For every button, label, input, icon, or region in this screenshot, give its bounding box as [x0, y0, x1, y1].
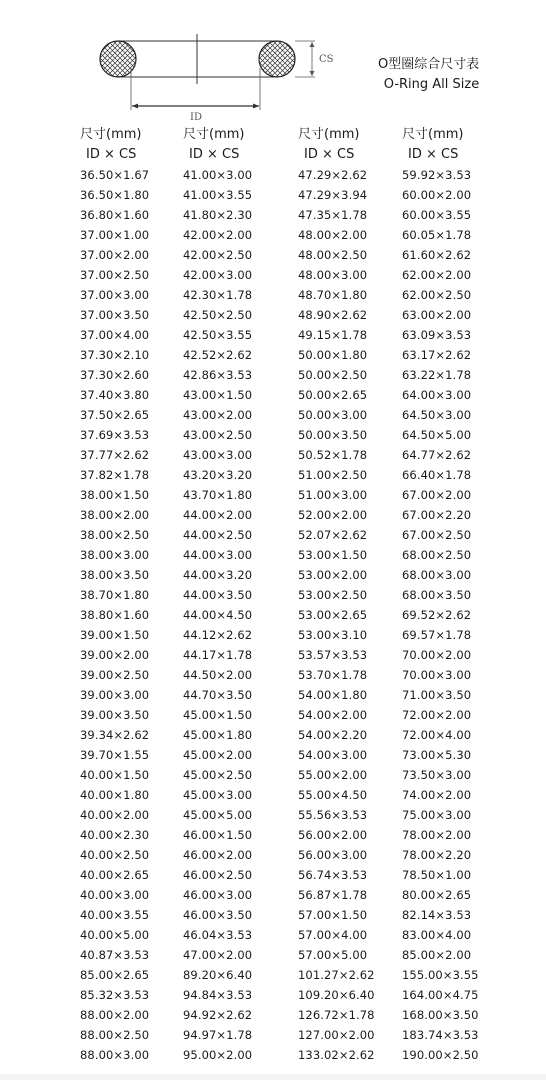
size-cell: 47.00×2.00	[183, 948, 253, 962]
size-cell: 60.00×3.55	[402, 208, 472, 222]
size-cell: 44.00×2.50	[183, 528, 253, 542]
size-cell: 44.00×3.00	[183, 548, 253, 562]
size-cell: 53.00×3.10	[298, 628, 368, 642]
size-cell: 39.00×3.00	[80, 688, 150, 702]
size-cell: 44.00×2.00	[183, 508, 253, 522]
column-header-unit: 尺寸(mm)	[183, 127, 245, 142]
size-cell: 63.17×2.62	[402, 348, 472, 362]
size-cell: 45.00×1.80	[183, 728, 253, 742]
size-cell: 85.00×2.00	[402, 948, 472, 962]
size-cell: 133.02×2.62	[298, 1048, 375, 1062]
size-cell: 42.86×3.53	[183, 368, 253, 382]
size-cell: 45.00×2.00	[183, 748, 253, 762]
size-cell: 38.00×2.00	[80, 508, 150, 522]
size-cell: 57.00×5.00	[298, 948, 368, 962]
size-cell: 50.00×2.50	[298, 368, 368, 382]
size-cell: 70.00×2.00	[402, 648, 472, 662]
size-cell: 40.00×2.65	[80, 868, 150, 882]
size-cell: 75.00×3.00	[402, 808, 472, 822]
size-cell: 68.00×2.50	[402, 548, 472, 562]
size-cell: 83.00×4.00	[402, 928, 472, 942]
size-cell: 47.29×2.62	[298, 168, 368, 182]
size-cell: 49.15×1.78	[298, 328, 368, 342]
size-cell: 78.00×2.20	[402, 848, 472, 862]
size-cell: 36.50×1.67	[80, 168, 150, 182]
size-cell: 48.70×1.80	[298, 288, 368, 302]
size-cell: 37.30×2.60	[80, 368, 150, 382]
size-cell: 64.77×2.62	[402, 448, 472, 462]
bottom-divider	[0, 1074, 546, 1080]
size-cell: 48.90×2.62	[298, 308, 368, 322]
size-cell: 37.00×1.00	[80, 228, 150, 242]
size-cell: 54.00×2.20	[298, 728, 368, 742]
size-cell: 80.00×2.65	[402, 888, 472, 902]
size-cell: 53.57×3.53	[298, 648, 368, 662]
size-cell: 73.50×3.00	[402, 768, 472, 782]
table-title	[378, 55, 479, 95]
size-cell: 54.00×3.00	[298, 748, 368, 762]
size-cell: 88.00×2.50	[80, 1028, 150, 1042]
size-cell: 40.00×2.50	[80, 848, 150, 862]
size-cell: 57.00×4.00	[298, 928, 368, 942]
size-cell: 94.84×3.53	[183, 988, 253, 1002]
size-cell: 43.20×3.20	[183, 468, 253, 482]
size-cell: 66.40×1.78	[402, 468, 472, 482]
size-cell: 53.00×2.00	[298, 568, 368, 582]
size-cell: 39.00×3.50	[80, 708, 150, 722]
size-cell: 50.00×2.65	[298, 388, 368, 402]
size-cell: 48.00×3.00	[298, 268, 368, 282]
size-cell: 37.69×3.53	[80, 428, 150, 442]
size-cell: 55.56×3.53	[298, 808, 368, 822]
size-cell: 40.00×1.80	[80, 788, 150, 802]
size-cell: 54.00×1.80	[298, 688, 368, 702]
size-cell: 69.52×2.62	[402, 608, 472, 622]
size-cell: 67.00×2.00	[402, 488, 472, 502]
size-cell: 37.00×2.50	[80, 268, 150, 282]
size-cell: 36.50×1.80	[80, 188, 150, 202]
size-cell: 46.00×2.50	[183, 868, 253, 882]
size-cell: 37.00×3.00	[80, 288, 150, 302]
column-header-dimension: ID × CS	[304, 147, 355, 162]
column-header-dimension: ID × CS	[408, 147, 459, 162]
size-cell: 126.72×1.78	[298, 1008, 375, 1022]
size-cell: 64.00×3.00	[402, 388, 472, 402]
size-cell: 62.00×2.50	[402, 288, 472, 302]
size-cell: 38.00×2.50	[80, 528, 150, 542]
size-cell: 68.00×3.50	[402, 588, 472, 602]
size-cell: 127.00×2.00	[298, 1028, 375, 1042]
size-cell: 37.00×3.50	[80, 308, 150, 322]
size-cell: 42.50×2.50	[183, 308, 253, 322]
size-cell: 62.00×2.00	[402, 268, 472, 282]
size-column-4	[402, 125, 479, 1065]
size-cell: 53.00×2.65	[298, 608, 368, 622]
o-ring-diagram	[90, 28, 350, 123]
size-column-2	[183, 125, 252, 1065]
size-cell: 67.00×2.20	[402, 508, 472, 522]
size-cell: 63.00×2.00	[402, 308, 472, 322]
size-cell: 88.00×2.00	[80, 1008, 150, 1022]
size-cell: 38.00×3.50	[80, 568, 150, 582]
size-cell: 183.74×3.53	[402, 1028, 479, 1042]
size-cell: 56.00×3.00	[298, 848, 368, 862]
size-cell: 42.30×1.78	[183, 288, 253, 302]
o-ring-cross-section-icon	[90, 28, 350, 123]
size-cell: 55.00×2.00	[298, 768, 368, 782]
size-cell: 57.00×1.50	[298, 908, 368, 922]
size-column-1	[80, 125, 149, 1065]
size-cell: 56.00×2.00	[298, 828, 368, 842]
size-cell: 51.00×2.50	[298, 468, 368, 482]
size-cell: 56.87×1.78	[298, 888, 368, 902]
size-cell: 37.82×1.78	[80, 468, 150, 482]
size-cell: 72.00×2.00	[402, 708, 472, 722]
size-cell: 39.34×2.62	[80, 728, 150, 742]
size-cell: 37.40×3.80	[80, 388, 150, 402]
size-cell: 43.00×2.50	[183, 428, 253, 442]
size-cell: 78.50×1.00	[402, 868, 472, 882]
size-cell: 46.00×3.00	[183, 888, 253, 902]
id-label: ID	[190, 112, 202, 123]
size-cell: 74.00×2.00	[402, 788, 472, 802]
size-cell: 45.00×2.50	[183, 768, 253, 782]
size-cell: 40.00×5.00	[80, 928, 150, 942]
column-header-unit: 尺寸(mm)	[402, 127, 464, 142]
size-cell: 45.00×3.00	[183, 788, 253, 802]
size-cell: 42.00×3.00	[183, 268, 253, 282]
size-cell: 44.17×1.78	[183, 648, 253, 662]
size-cell: 89.20×6.40	[183, 968, 253, 982]
size-cell: 40.00×3.00	[80, 888, 150, 902]
size-cell: 64.50×3.00	[402, 408, 472, 422]
size-cell: 37.77×2.62	[80, 448, 150, 462]
size-cell: 50.00×1.80	[298, 348, 368, 362]
size-cell: 48.00×2.50	[298, 248, 368, 262]
size-cell: 101.27×2.62	[298, 968, 375, 982]
size-cell: 94.97×1.78	[183, 1028, 253, 1042]
size-cell: 45.00×1.50	[183, 708, 253, 722]
size-cell: 38.80×1.60	[80, 608, 150, 622]
size-cell: 38.00×3.00	[80, 548, 150, 562]
size-cell: 42.00×2.00	[183, 228, 253, 242]
size-cell: 47.29×3.94	[298, 188, 368, 202]
size-cell: 44.00×3.20	[183, 568, 253, 582]
size-cell: 56.74×3.53	[298, 868, 368, 882]
size-cell: 46.00×2.00	[183, 848, 253, 862]
size-cell: 37.00×2.00	[80, 248, 150, 262]
size-cell: 36.80×1.60	[80, 208, 150, 222]
size-cell: 59.92×3.53	[402, 168, 472, 182]
size-cell: 44.50×2.00	[183, 668, 253, 682]
column-header-unit: 尺寸(mm)	[80, 127, 142, 142]
size-cell: 71.00×3.50	[402, 688, 472, 702]
size-cell: 50.52×1.78	[298, 448, 368, 462]
size-cell: 43.70×1.80	[183, 488, 253, 502]
size-cell: 73.00×5.30	[402, 748, 472, 762]
size-cell: 82.14×3.53	[402, 908, 472, 922]
size-cell: 41.80×2.30	[183, 208, 253, 222]
size-cell: 60.00×2.00	[402, 188, 472, 202]
size-cell: 42.52×2.62	[183, 348, 253, 362]
size-cell: 51.00×3.00	[298, 488, 368, 502]
title-english: O-Ring All Size	[383, 77, 480, 92]
size-cell: 46.00×1.50	[183, 828, 253, 842]
size-cell: 43.00×1.50	[183, 388, 253, 402]
size-cell: 43.00×3.00	[183, 448, 253, 462]
size-cell: 45.00×5.00	[183, 808, 253, 822]
size-cell: 52.00×2.00	[298, 508, 368, 522]
size-cell: 44.00×3.50	[183, 588, 253, 602]
column-header-unit: 尺寸(mm)	[298, 127, 360, 142]
size-cell: 168.00×3.50	[402, 1008, 479, 1022]
size-cell: 164.00×4.75	[402, 988, 479, 1002]
size-cell: 54.00×2.00	[298, 708, 368, 722]
size-cell: 40.00×2.30	[80, 828, 150, 842]
cs-label: CS	[319, 54, 334, 65]
size-cell: 88.00×3.00	[80, 1048, 150, 1062]
size-cell: 40.87×3.53	[80, 948, 150, 962]
size-cell: 39.00×2.00	[80, 648, 150, 662]
size-cell: 44.12×2.62	[183, 628, 253, 642]
size-cell: 60.05×1.78	[402, 228, 472, 242]
size-cell: 50.00×3.50	[298, 428, 368, 442]
size-cell: 39.00×1.50	[80, 628, 150, 642]
size-cell: 40.00×1.50	[80, 768, 150, 782]
size-cell: 46.04×3.53	[183, 928, 253, 942]
title-chinese: O型圈综合尺寸表	[378, 57, 480, 72]
size-cell: 40.00×3.55	[80, 908, 150, 922]
size-cell: 39.70×1.55	[80, 748, 150, 762]
size-cell: 37.50×2.65	[80, 408, 150, 422]
size-cell: 94.92×2.62	[183, 1008, 253, 1022]
size-cell: 61.60×2.62	[402, 248, 472, 262]
size-cell: 85.32×3.53	[80, 988, 150, 1002]
column-header-dimension: ID × CS	[86, 147, 137, 162]
size-cell: 42.00×2.50	[183, 248, 253, 262]
size-cell: 70.00×3.00	[402, 668, 472, 682]
size-cell: 38.70×1.80	[80, 588, 150, 602]
size-cell: 67.00×2.50	[402, 528, 472, 542]
size-cell: 44.00×4.50	[183, 608, 253, 622]
size-cell: 41.00×3.55	[183, 188, 253, 202]
size-cell: 55.00×4.50	[298, 788, 368, 802]
column-header-dimension: ID × CS	[189, 147, 240, 162]
size-column-3	[298, 125, 375, 1065]
size-cell: 53.00×1.50	[298, 548, 368, 562]
size-cell: 190.00×2.50	[402, 1048, 479, 1062]
size-cell: 53.00×2.50	[298, 588, 368, 602]
size-cell: 52.07×2.62	[298, 528, 368, 542]
size-cell: 37.00×4.00	[80, 328, 150, 342]
size-cell: 39.00×2.50	[80, 668, 150, 682]
size-cell: 72.00×4.00	[402, 728, 472, 742]
size-cell: 63.22×1.78	[402, 368, 472, 382]
size-cell: 64.50×5.00	[402, 428, 472, 442]
size-cell: 53.70×1.78	[298, 668, 368, 682]
size-cell: 43.00×2.00	[183, 408, 253, 422]
size-cell: 42.50×3.55	[183, 328, 253, 342]
size-cell: 63.09×3.53	[402, 328, 472, 342]
size-cell: 48.00×2.00	[298, 228, 368, 242]
size-cell: 46.00×3.50	[183, 908, 253, 922]
size-cell: 37.30×2.10	[80, 348, 150, 362]
size-cell: 50.00×3.00	[298, 408, 368, 422]
size-cell: 41.00×3.00	[183, 168, 253, 182]
size-cell: 44.70×3.50	[183, 688, 253, 702]
size-cell: 78.00×2.00	[402, 828, 472, 842]
size-cell: 85.00×2.65	[80, 968, 150, 982]
size-cell: 38.00×1.50	[80, 488, 150, 502]
size-cell: 40.00×2.00	[80, 808, 150, 822]
size-cell: 68.00×3.00	[402, 568, 472, 582]
size-cell: 155.00×3.55	[402, 968, 479, 982]
size-cell: 69.57×1.78	[402, 628, 472, 642]
size-cell: 95.00×2.00	[183, 1048, 253, 1062]
size-cell: 47.35×1.78	[298, 208, 368, 222]
size-cell: 109.20×6.40	[298, 988, 375, 1002]
